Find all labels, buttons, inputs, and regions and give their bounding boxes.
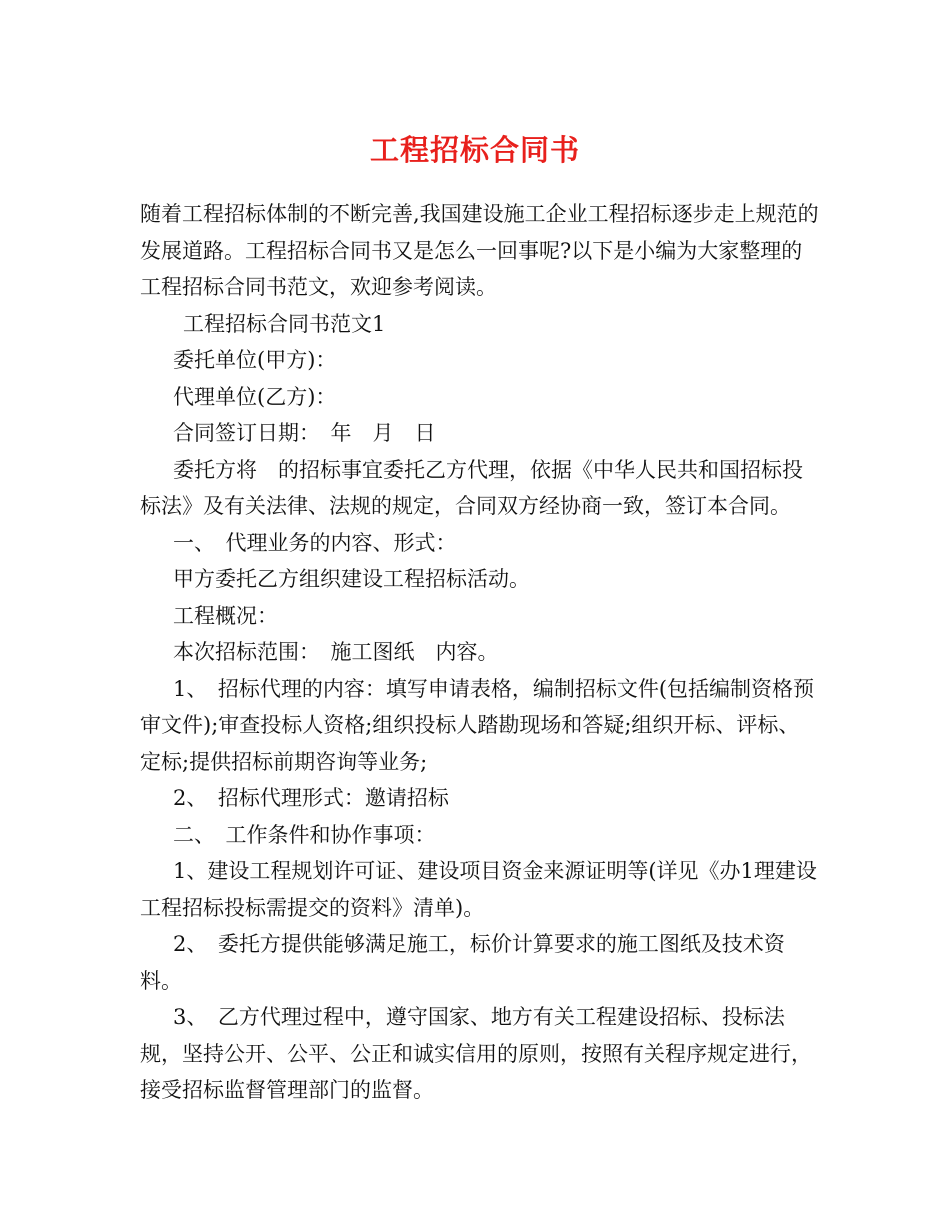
document-title: 工程招标合同书 [369, 133, 580, 167]
clause-one-heading: 一、 代理业务的内容、形式： [173, 530, 457, 555]
item-2-form: 2、 招标代理形式：邀请招标 [173, 786, 449, 810]
item-1-permits: 1、建设工程规划许可证、建设项目资金来源证明等(详见《办1理建设工程招标投标需提交的资料》清单)。 [140, 859, 817, 920]
clause-one-text: 甲方委托乙方组织建设工程招标活动。 [173, 567, 530, 591]
project-overview: 工程概况： [173, 603, 278, 628]
item-2-drawings: 2、 委托方提供能够满足施工，标价计算要求的施工图纸及技术资料。 [140, 932, 785, 993]
document-body [140, 196, 820, 1109]
item-1-content: 1、 招标代理的内容：填写申请表格，编制招标文件(包括编制资格预审文件);审查投标人资格;组织投标人踏勘现场和答疑;组织开标、评标、定标;提供招标前期咨询等业务; [140, 676, 815, 774]
entrust-paragraph: 委托方将 的招标事宜委托乙方代理，依据《中华人民共和国招标投标法》及有关法律、法规的规定，合同双方经协商一致，签订本合同。 [140, 457, 803, 518]
intro-paragraph: 随着工程招标体制的不断完善,我国建设施工企业工程招标逐步走上规范的发展道路。工程招标合同书又是怎么一回事呢?以下是小编为大家整理的工程招标合同书范文，欢迎参考阅读。 [140, 202, 819, 299]
item-3-compliance: 3、 乙方代理过程中，遵守国家、地方有关工程建设招标、投标法规，坚持公开、公平、公正和诚实信用的原则，按照有关程序规定进行，接受招标监督管理部门的监督。 [140, 1005, 812, 1102]
date-line: 合同签订日期： 年 月 日 [173, 421, 436, 445]
agent-line: 代理单位(乙方)： [173, 384, 337, 409]
section-heading: 工程招标合同书范文1 [183, 311, 386, 336]
clause-two-heading: 二、 工作条件和协作事项： [173, 822, 436, 847]
scope-line: 本次招标范围： 施工图纸 内容。 [173, 640, 499, 664]
client-line: 委托单位(甲方)： [173, 348, 337, 372]
